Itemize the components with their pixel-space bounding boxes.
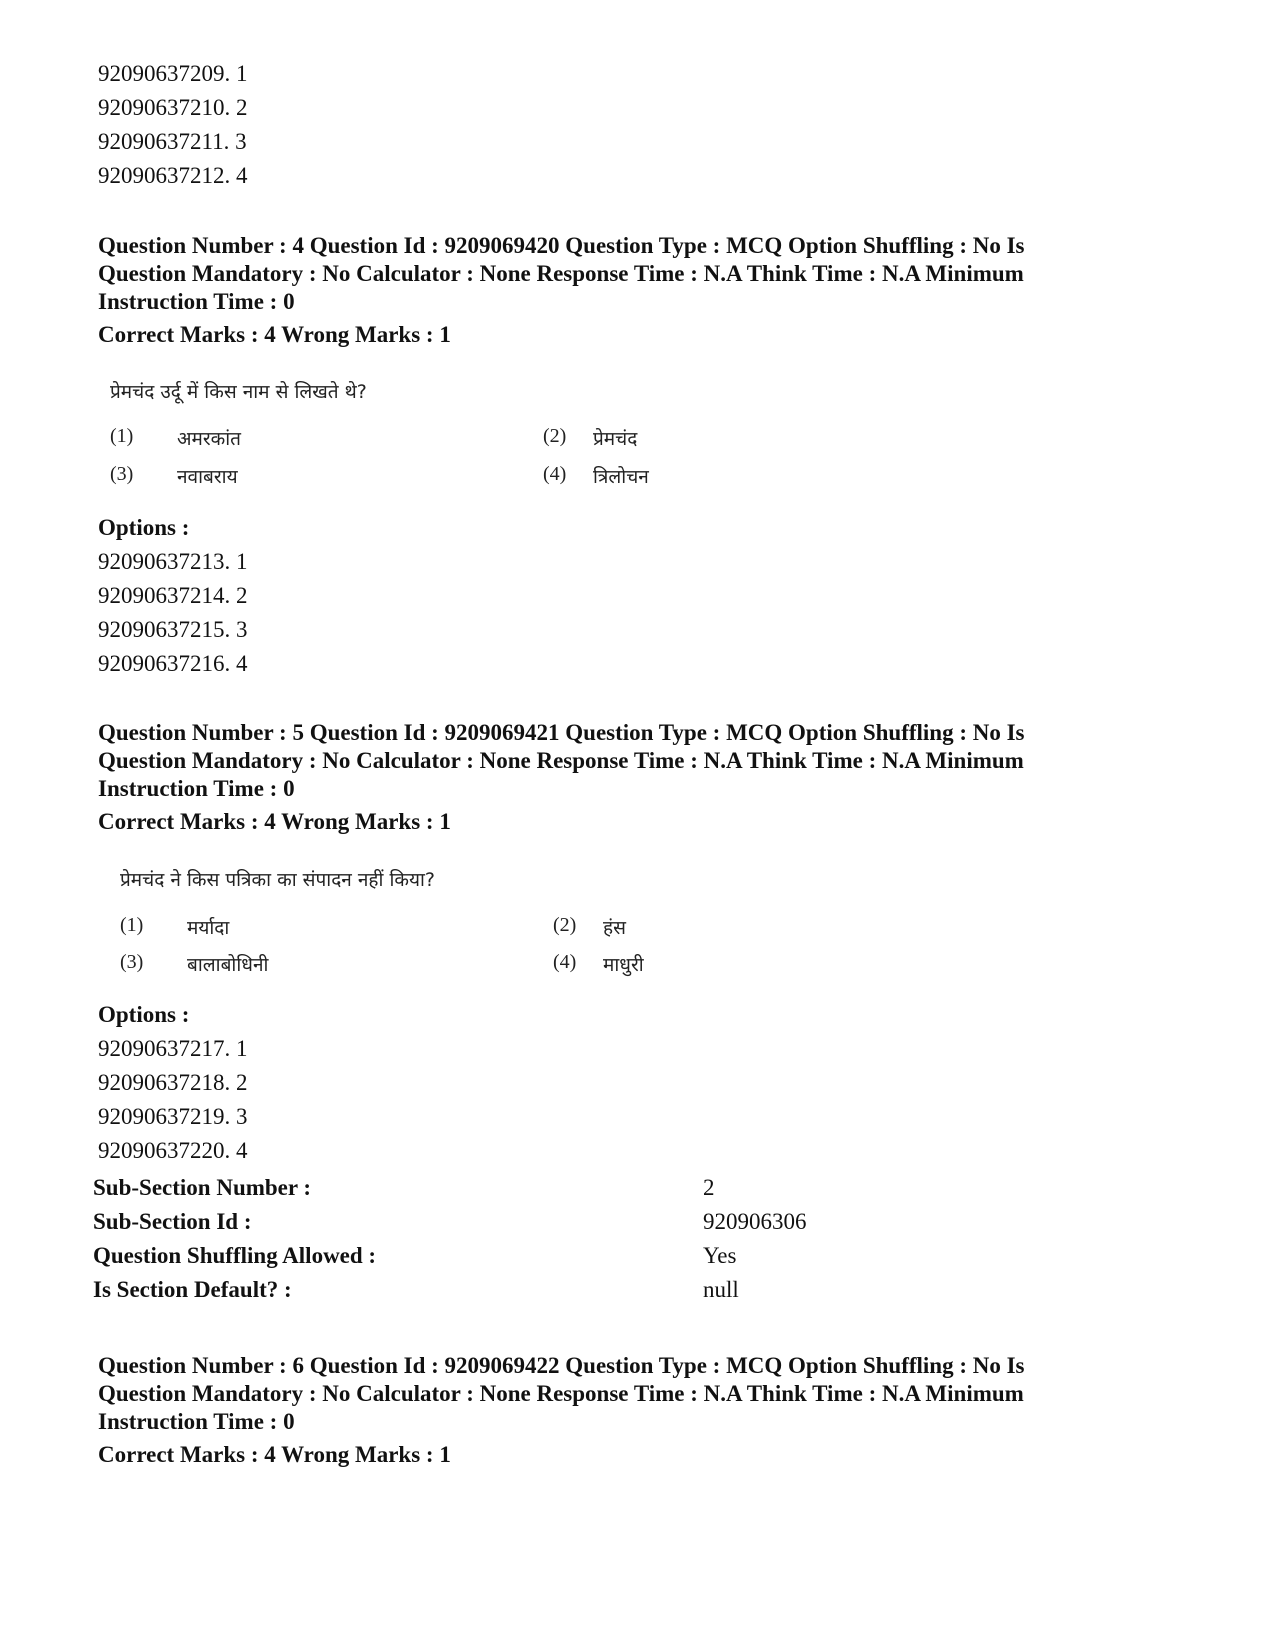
header-line: Question Mandatory : No Calculator : None Response Time : N.A Think Time : N.A Minimum xyxy=(98,1381,1024,1406)
option-line: 92090637212. 4 xyxy=(98,163,248,188)
subsection-label: Is Section Default? : xyxy=(93,1277,292,1302)
header-line: Instruction Time : 0 xyxy=(98,1409,295,1434)
option-line: 92090637219. 3 xyxy=(98,1104,248,1129)
question-5-marks: Correct Marks : 4 Wrong Marks : 1 xyxy=(98,809,451,834)
option-line: 92090637215. 3 xyxy=(98,617,248,642)
subsection-value: 920906306 xyxy=(703,1209,807,1234)
subsection-label: Sub-Section Id : xyxy=(93,1209,252,1234)
choice-number: (2) xyxy=(553,914,577,936)
header-line: Instruction Time : 0 xyxy=(98,289,295,314)
question-4-marks: Correct Marks : 4 Wrong Marks : 1 xyxy=(98,322,451,347)
question-5-stem: प्रेमचंद ने किस पत्रिका का संपादन नहीं किया? xyxy=(120,869,436,891)
choice-text: त्रिलोचन xyxy=(593,466,649,488)
subsection-label: Sub-Section Number : xyxy=(93,1175,312,1200)
question-5-header xyxy=(98,719,1118,803)
choice-text: माधुरी xyxy=(603,954,644,976)
question-6-marks: Correct Marks : 4 Wrong Marks : 1 xyxy=(98,1442,451,1467)
choice-text: नवाबराय xyxy=(177,466,238,488)
choice-text: हंस xyxy=(603,917,626,939)
header-line: Question Number : 6 Question Id : 9209069422 Question Type : MCQ Option Shuffling : No Is xyxy=(98,1353,1025,1378)
subsection-value: null xyxy=(703,1277,739,1302)
option-line: 92090637220. 4 xyxy=(98,1138,248,1163)
subsection-value: Yes xyxy=(703,1243,737,1268)
question-4-header xyxy=(98,232,1118,316)
choice-number: (1) xyxy=(110,425,134,447)
choice-text: मर्यादा xyxy=(187,917,230,939)
choice-number: (3) xyxy=(110,463,134,485)
option-line: 92090637210. 2 xyxy=(98,95,248,120)
subsection-value: 2 xyxy=(703,1175,715,1200)
choice-number: (4) xyxy=(553,951,577,973)
header-line: Question Mandatory : No Calculator : None Response Time : N.A Think Time : N.A Minimum xyxy=(98,748,1024,773)
option-line: 92090637214. 2 xyxy=(98,583,248,608)
option-line: 92090637209. 1 xyxy=(98,61,248,86)
choice-number: (2) xyxy=(543,425,567,447)
choice-text: अमरकांत xyxy=(177,428,241,450)
choice-number: (1) xyxy=(120,914,144,936)
header-line: Question Number : 5 Question Id : 9209069421 Question Type : MCQ Option Shuffling : No Is xyxy=(98,720,1025,745)
option-line: 92090637211. 3 xyxy=(98,129,247,154)
header-line: Instruction Time : 0 xyxy=(98,776,295,801)
choice-number: (4) xyxy=(543,463,567,485)
option-line: 92090637218. 2 xyxy=(98,1070,248,1095)
choice-text: प्रेमचंद xyxy=(593,428,638,450)
header-line: Question Number : 4 Question Id : 9209069420 Question Type : MCQ Option Shuffling : No Is xyxy=(98,233,1025,258)
option-line: 92090637216. 4 xyxy=(98,651,248,676)
question-4-stem: प्रेमचंद उर्दू में किस नाम से लिखते थे? xyxy=(110,381,367,403)
option-line: 92090637217. 1 xyxy=(98,1036,248,1061)
choice-text: बालाबोधिनी xyxy=(187,954,269,976)
subsection-label: Question Shuffling Allowed : xyxy=(93,1243,377,1268)
question-6-header xyxy=(98,1352,1118,1436)
choice-number: (3) xyxy=(120,951,144,973)
options-label: Options : xyxy=(98,515,190,540)
header-line: Question Mandatory : No Calculator : None Response Time : N.A Think Time : N.A Minimum xyxy=(98,261,1024,286)
option-line: 92090637213. 1 xyxy=(98,549,248,574)
options-label: Options : xyxy=(98,1002,190,1027)
